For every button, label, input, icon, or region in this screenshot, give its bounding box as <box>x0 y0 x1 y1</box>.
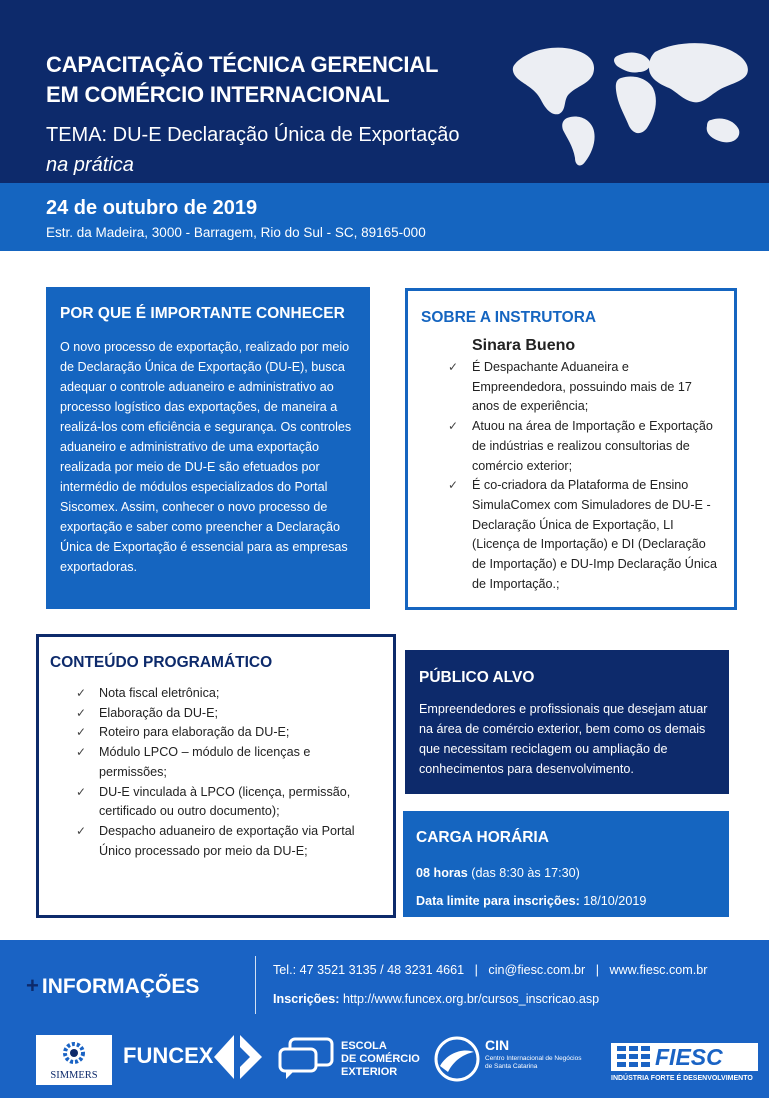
fiesc-grid-icon <box>617 1046 651 1068</box>
theme-line: TEMA: DU-E Declaração Única de Exportação <box>46 124 460 146</box>
list-item: ✓ É co-criadora da Plataforma de Ensino SimulaComex com Simuladores de DU-E - Declaração Única de Exportação, LI (Licença de Importação) e DI (Declaração de Importação) e DU-Imp Declaração Única de Importação.; <box>448 478 717 591</box>
checkmark-icon: ✓ <box>76 784 87 799</box>
header-banner <box>0 0 769 183</box>
world-map-icon <box>497 22 757 172</box>
instructor-title: SOBRE A INSTRUTORA <box>421 309 597 326</box>
list-item: ✓ Módulo LPCO – módulo de licenças e permissões; <box>76 745 311 779</box>
list-item: ✓ DU-E vinculada à LPCO (licença, permissão, certificado ou outro documento); <box>76 784 351 819</box>
why-text: O novo processo de exportação, realizado por meio de Declaração Única de Exportação (DU-E), busca adequar o controle aduaneiro e administrativo ao processo logístico das exportações, de maneira a realizá-los com eficiência e segurança. Os controles aduaneiro e administrativo de uma exportação realizada por meio de DU-E são efetuados por intermédio de módulos especializados do Portal Siscomex. Assim, conhecer o novo processo de exportação e saber como preencher a Declaração Única de Exportação é essencial para as empresas exportadoras. <box>60 340 352 574</box>
plus-icon: + <box>26 973 39 998</box>
fiesc-logo: FIESC <box>611 1043 758 1071</box>
hours-title: CARGA HORÁRIA <box>416 829 549 846</box>
content-section <box>36 634 396 918</box>
footer <box>0 940 769 1098</box>
hours-line: 08 horas (das 8:30 às 17:30) <box>416 866 580 880</box>
checkmark-icon: ✓ <box>448 419 459 434</box>
list-item: ✓ Roteiro para elaboração da DU-E; <box>50 723 381 743</box>
funcex-mark-icon <box>212 1033 264 1081</box>
instructor-section <box>405 288 737 610</box>
date-band <box>0 183 769 251</box>
event-date: 24 de outubro de 2019 <box>46 197 258 219</box>
audience-text: Empreendedores e profissionais que desejam atuar na área de comércio exterior, bem como os demais que necessitam reciclagem ou ampliação de conhecimentos para desenvolvimento. <box>419 702 708 776</box>
title-line-1: CAPACITAÇÃO TÉCNICA GERENCIAL <box>46 52 439 77</box>
content-list <box>50 684 381 861</box>
divider <box>255 956 256 1014</box>
audience-title: PÚBLICO ALVO <box>419 669 535 686</box>
title-line-2: EM COMÉRCIO INTERNACIONAL <box>46 82 390 107</box>
cin-logo-text: CIN <box>485 1037 510 1053</box>
gear-icon <box>56 1037 92 1067</box>
checkmark-icon: ✓ <box>448 360 459 374</box>
checkmark-icon: ✓ <box>76 686 87 700</box>
list-item: ✓ Elaboração da DU-E; <box>50 704 381 724</box>
simmers-logo: SIMMERS <box>36 1035 112 1085</box>
registration-line[interactable]: Inscrições: http://www.funcex.org.br/cursos_inscricao.asp <box>273 992 600 1006</box>
cin-subtitle: Centro Internacional de Negócios de Santa Catarina <box>485 1055 582 1070</box>
deadline-line: Data limite para inscrições: 18/10/2019 <box>416 894 647 908</box>
list-item: ✓ Atuou na área de Importação e Exportação de indústrias e realizou consultorias de comércio exterior; <box>448 419 713 473</box>
why-section <box>46 287 370 609</box>
cin-circle-icon <box>434 1036 480 1082</box>
checkmark-icon: ✓ <box>448 478 459 493</box>
content-title: CONTEÚDO PROGRAMÁTICO <box>50 654 273 671</box>
list-item: ✓ Despacho aduaneiro de exportação via Portal Único processado por meio da DU-E; <box>76 823 355 858</box>
escola-logo-text: ESCOLA DE COMÉRCIO EXTERIOR <box>341 1040 420 1078</box>
contact-line[interactable]: Tel.: 47 3521 3135 / 48 3231 4661 | cin@fiesc.com.br | www.fiesc.com.br <box>273 963 708 977</box>
checkmark-icon: ✓ <box>76 725 87 740</box>
page-title <box>46 50 438 110</box>
why-title: POR QUE É IMPORTANTE CONHECER <box>60 305 345 322</box>
instructor-name: Sinara Bueno <box>472 337 576 354</box>
sponsor-logos <box>0 1027 769 1098</box>
chat-bubbles-icon <box>278 1037 336 1079</box>
info-title: + INFORMAÇÕES <box>26 973 200 998</box>
checkmark-icon: ✓ <box>76 705 87 720</box>
funcex-logo-text: FUNCEX <box>123 1043 214 1068</box>
list-item: ✓ Nota fiscal eletrônica; <box>50 684 381 704</box>
event-address: Estr. da Madeira, 3000 - Barragem, Rio do Sul - SC, 89165-000 <box>46 225 426 240</box>
list-item: ✓ É Despachante Aduaneira e Empreendedora, possuindo mais de 17 anos de experiência; <box>448 360 692 414</box>
theme-subline: na prática <box>46 154 134 176</box>
fiesc-slogan: INDÚSTRIA FORTE É DESENVOLVIMENTO <box>611 1075 753 1082</box>
hours-section <box>403 811 729 917</box>
checkmark-icon: ✓ <box>76 823 87 838</box>
instructor-list <box>421 358 722 594</box>
registration-link[interactable]: http://www.funcex.org.br/cursos_inscricao.asp <box>339 992 600 1006</box>
checkmark-icon: ✓ <box>76 745 87 760</box>
audience-section <box>405 650 729 794</box>
footer-info <box>0 940 769 1027</box>
